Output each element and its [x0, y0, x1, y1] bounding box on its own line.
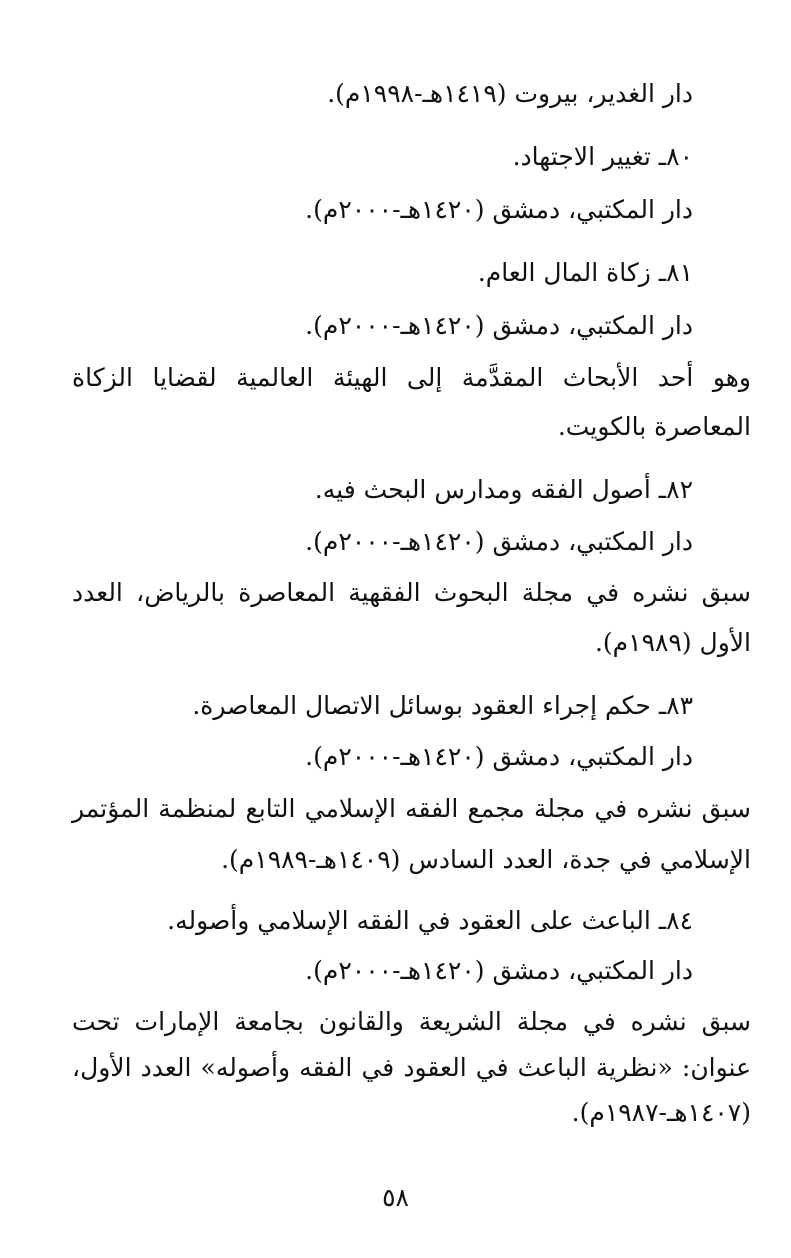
note-line-84-a: سبق نشره في مجلة الشريعة والقانون بجامعة الإمارات تحت: [72, 1007, 751, 1036]
publisher-line-82: دار المكتبي، دمشق (١٤٢٠هـ-٢٠٠٠م).: [305, 527, 693, 556]
page-number: ٥٨: [382, 1183, 409, 1212]
publisher-line-80: دار المكتبي، دمشق (١٤٢٠هـ-٢٠٠٠م).: [305, 195, 693, 224]
publisher-line-79: دار الغدير، بيروت (١٤١٩هـ-١٩٩٨م).: [327, 79, 693, 108]
entry-title-84: ٨٤ـ الباعث على العقود في الفقه الإسلامي وأصوله.: [167, 906, 693, 935]
note-line-83-a: سبق نشره في مجلة مجمع الفقه الإسلامي التابع لمنظمة المؤتمر: [72, 794, 751, 823]
entry-title-80: ٨٠ـ تغيير الاجتهاد.: [512, 142, 693, 171]
publisher-line-83: دار المكتبي، دمشق (١٤٢٠هـ-٢٠٠٠م).: [305, 742, 693, 771]
note-line-81-b: المعاصرة بالكويت.: [557, 412, 751, 441]
note-line-84-b: عنوان: «نظرية الباعث في العقود في الفقه وأصوله» العدد الأول،: [72, 1053, 751, 1082]
entry-title-82: ٨٢ـ أصول الفقه ومدارس البحث فيه.: [314, 475, 693, 504]
note-line-81-a: وهو أحد الأبحاث المقدَّمة إلى الهيئة العالمية لقضايا الزكاة: [72, 363, 751, 392]
publisher-line-84: دار المكتبي، دمشق (١٤٢٠هـ-٢٠٠٠م).: [305, 956, 693, 985]
note-line-82-a: سبق نشره في مجلة البحوث الفقهية المعاصرة بالرياض، العدد: [72, 578, 751, 607]
entry-title-83: ٨٣ـ حكم إجراء العقود بوسائل الاتصال المعاصرة.: [192, 691, 693, 720]
note-line-84-c: (١٤٠٧هـ-١٩٨٧م).: [571, 1098, 751, 1127]
entry-title-81: ٨١ـ زكاة المال العام.: [477, 258, 693, 287]
note-line-83-b: الإسلامي في جدة، العدد السادس (١٤٠٩هـ-١٩٨٩م).: [221, 845, 751, 874]
publisher-line-81: دار المكتبي، دمشق (١٤٢٠هـ-٢٠٠٠م).: [305, 311, 693, 340]
note-line-82-b: الأول (١٩٨٩م).: [594, 628, 751, 657]
